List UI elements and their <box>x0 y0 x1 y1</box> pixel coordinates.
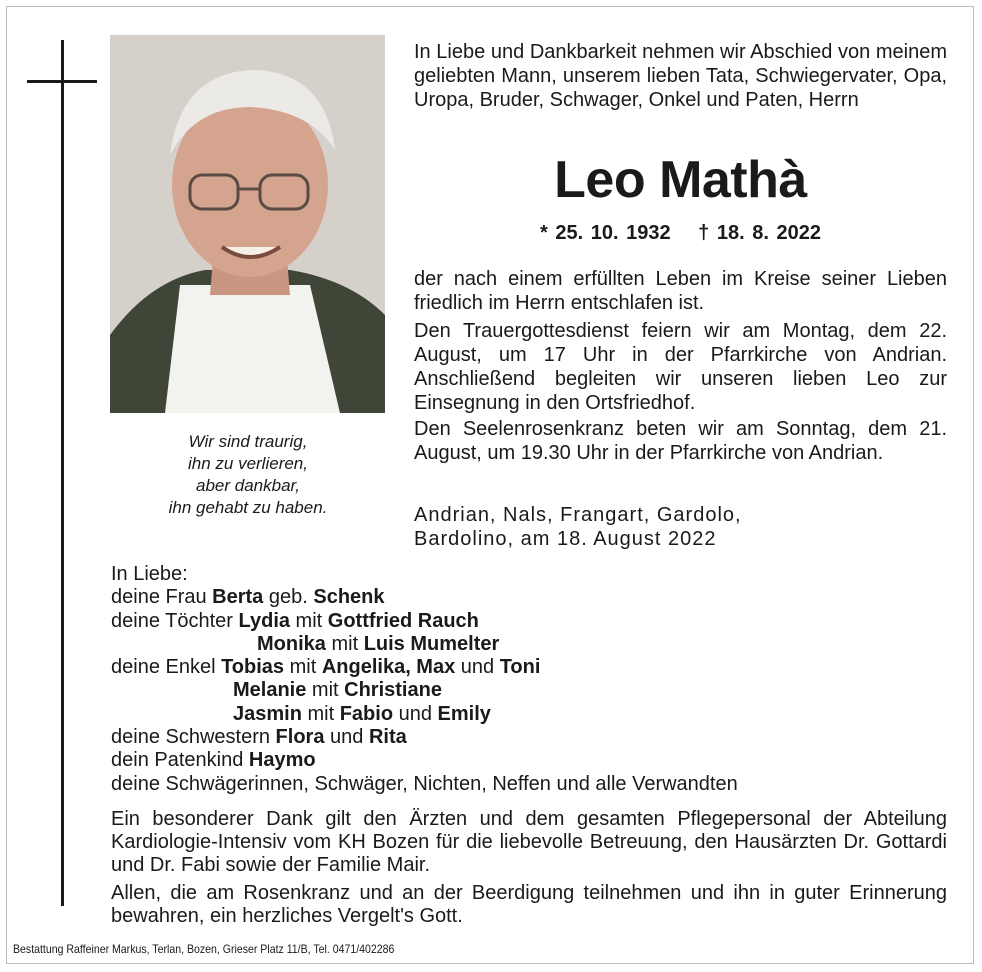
memorial-quote <box>110 431 386 519</box>
family-row-grandchildren: deine Enkel Tobias mit Angelika, Max und Toni <box>111 656 541 679</box>
portrait-photo <box>110 35 385 413</box>
place-line: Andrian, Nals, Frangart, Gardolo, <box>414 504 742 526</box>
death-date: † 18. 8. 2022 <box>698 222 821 244</box>
funeral-home-footer: Bestattung Raffeiner Markus, Terlan, Bozen, Grieser Platz 11/B, Tel. 0471/402286 <box>13 942 395 956</box>
family-heading: In Liebe: <box>111 563 188 585</box>
quote-line: ihn zu verlieren, <box>187 454 308 473</box>
family-row-grandchild3: Jasmin mit Fabio und Emily <box>233 702 491 725</box>
family-row-daughter2: Monika mit Luis Mumelter <box>257 632 500 655</box>
family-row-wife: deine Frau Berta geb. Schenk <box>111 586 385 609</box>
quote-line: aber dankbar, <box>196 476 300 495</box>
thanks-text: Ein besonderer Dank gilt den Ärzten und dem gesamten Pflegepersonal der Abteilung Kardiologie-Intensiv vom KH Bozen für die liebevolle Betreuung, den Hausärzten Dr. Gottardi und Dr. Fabi sowie der Familie Mair. <box>111 808 947 876</box>
deceased-name: Leo Mathà <box>554 151 807 209</box>
intro-text: In Liebe und Dankbarkeit nehmen wir Abschied von meinem geliebten Mann, unserem lieben Tata, Schwiegervater, Opa, Uropa, Bruder, Schwager, Onkel und Paten, Herrn <box>414 41 947 111</box>
birth-date: * 25. 10. 1932 <box>540 222 671 244</box>
family-list <box>111 563 951 796</box>
life-dates <box>414 222 947 245</box>
family-row-grandchild2: Melanie mit Christiane <box>233 679 442 702</box>
rosary-text: Den Seelenrosenkranz beten wir am Sonntag, dem 21. August, um 19.30 Uhr in der Pfarrkirche von Andrian. <box>414 418 947 464</box>
place-line: Bardolino, am 18. August 2022 <box>414 528 717 550</box>
family-row-others: deine Schwägerinnen, Schwäger, Nichten, Neffen und alle Verwandten <box>111 772 738 795</box>
family-row-daughters: deine Töchter Lydia mit Gottfried Rauch <box>111 609 479 632</box>
family-row-sisters: deine Schwestern Flora und Rita <box>111 726 407 749</box>
passing-text: der nach einem erfüllten Leben im Kreise seiner Lieben friedlich im Herrn entschlafen ist. <box>414 268 947 314</box>
quote-line: Wir sind traurig, <box>188 432 308 451</box>
place-date <box>414 503 947 551</box>
thanks-text-2: Allen, die am Rosenkranz und an der Beerdigung teilnehmen und ihn in guter Erinnerung bewahren, ein herzliches Vergelt's Gott. <box>111 882 947 927</box>
family-row-godchild: dein Patenkind Haymo <box>111 749 316 772</box>
funeral-service-text: Den Trauergottesdienst feiern wir am Montag, dem 22. August, um 17 Uhr in der Pfarrkirche von Andrian. Anschließend begleiten wir unseren lieben Leo zur Einsegnung in den Ortsfriedhof. <box>414 320 947 414</box>
quote-line: ihn gehabt zu haben. <box>168 498 328 517</box>
